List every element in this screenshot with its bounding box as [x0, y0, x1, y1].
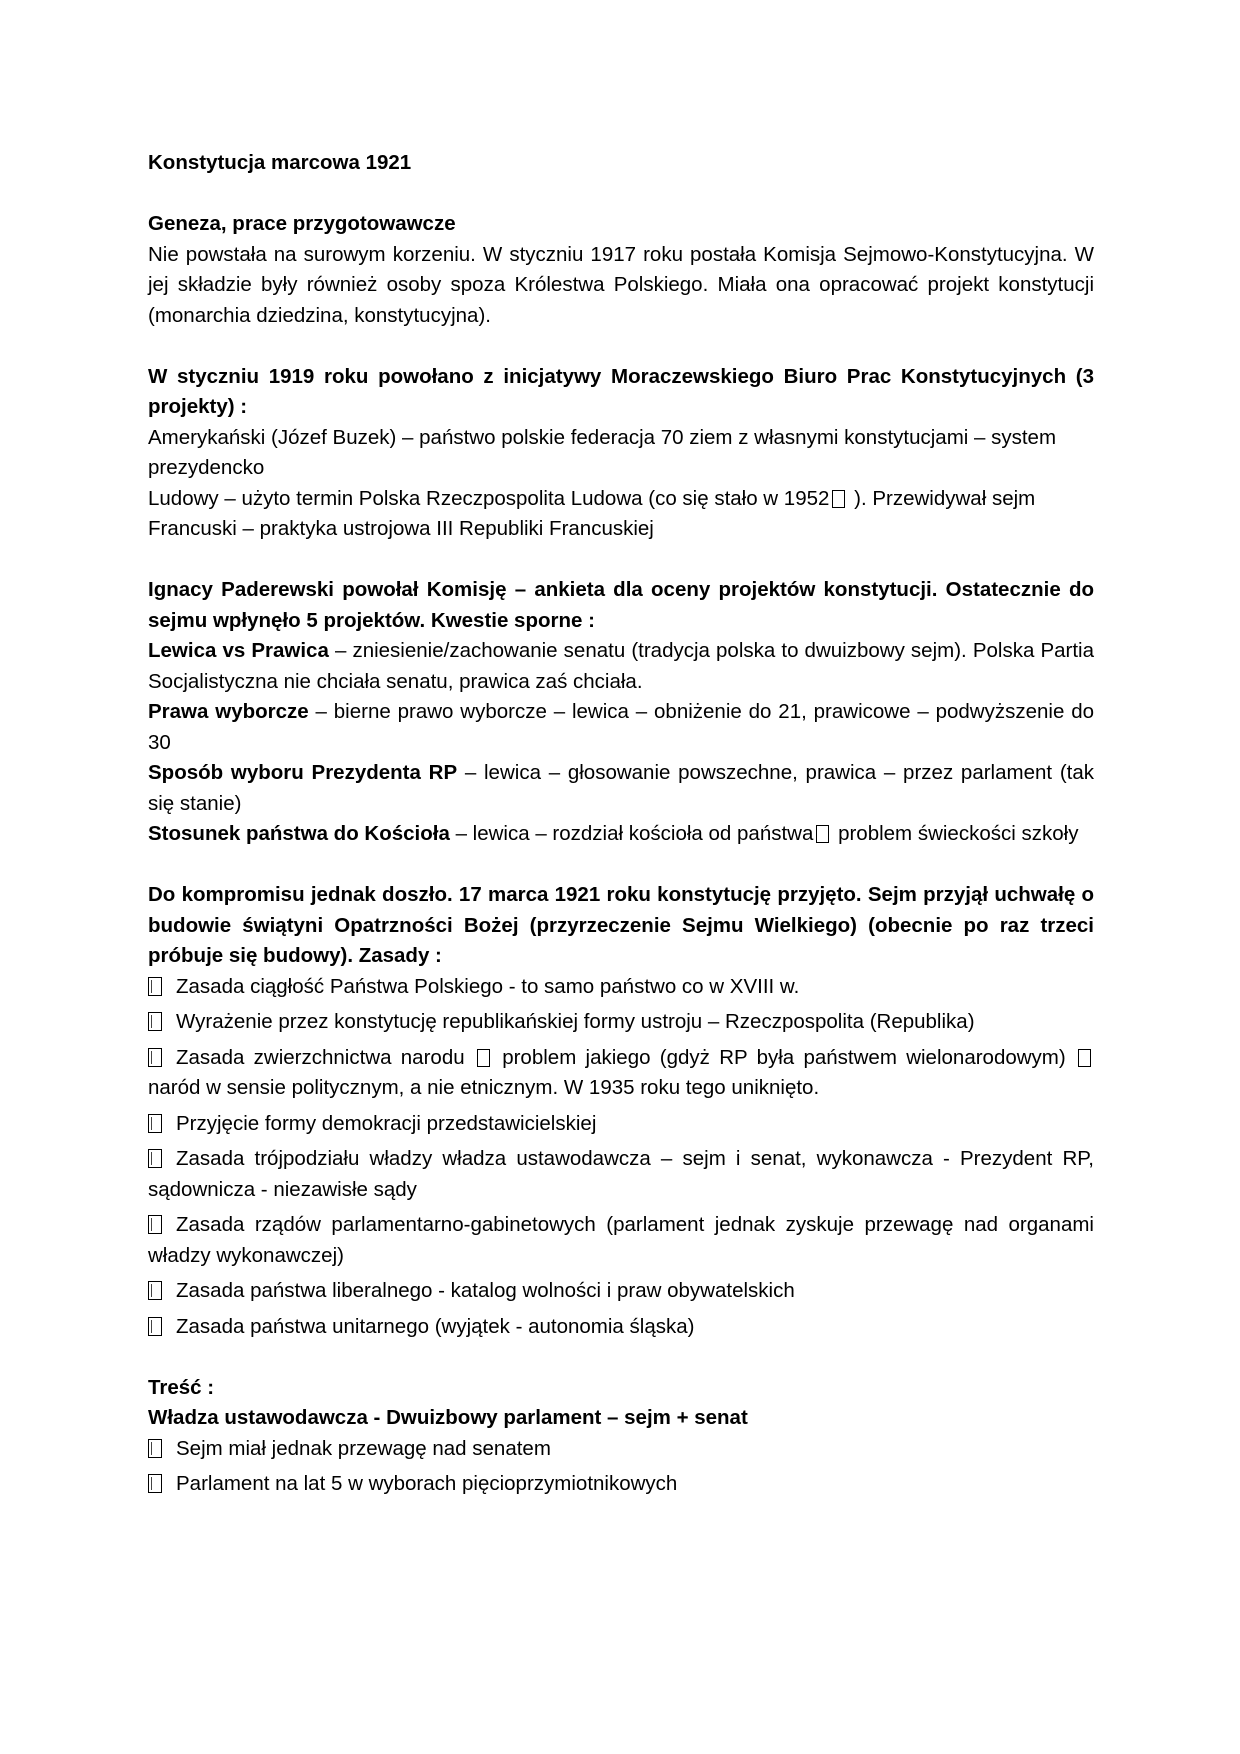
kwestia-sposob-wyboru	[148, 758, 1094, 819]
zasada-item	[148, 972, 1094, 1003]
paderewski-heading: Ignacy Paderewski powołał Komisję – ankieta dla oceny projektów konstytucji. Ostatecznie do sejmu wpłynęło 5 projektów. Kwestie sporne :	[148, 578, 1094, 632]
zasada-text: Przyjęcie formy demokracji przedstawicielskiej	[176, 1111, 597, 1135]
zasada-item	[148, 1109, 1094, 1140]
geneza-heading: Geneza, prace przygotowawcze	[148, 212, 456, 235]
zasada-text: Wyrażenie przez konstytucję republikańskiej formy ustroju – Rzeczpospolita (Republika)	[176, 1010, 975, 1033]
projekt-francuski: Francuski – praktyka ustrojowa III Republiki Francuskiej	[148, 517, 654, 540]
kwestia-prawa-wyborcze	[148, 697, 1094, 758]
zasada-item	[148, 1210, 1094, 1271]
kwestia-sposob-text: – lewica – głosowanie powszechne, prawica – przez parlament (tak się stanie)	[148, 761, 1094, 815]
kwestia-lewica-prawica	[148, 636, 1094, 697]
kwestia-stosunek-label: Stosunek państwa do Kościoła	[148, 822, 450, 845]
zasada-text: Zasada państwa liberalnego - katalog wolności i praw obywatelskich	[176, 1279, 795, 1302]
tresc-heading: Treść :	[148, 1375, 215, 1399]
missing-glyph-bullet-icon	[148, 1215, 162, 1234]
tresc-subheading: Władza ustawodawcza - Dwuizbowy parlament – sejm + senat	[148, 1406, 748, 1429]
tresc-item-text: Parlament na lat 5 w wyborach pięcioprzymiotnikowych	[176, 1472, 678, 1495]
zasada-text-c: naród w sensie politycznym, a nie etnicznym. W 1935 roku tego uniknięto.	[148, 1076, 820, 1099]
projekt-ludowy-text-b: ). Przewidywał sejm	[848, 486, 1036, 510]
zasada-item	[148, 1043, 1094, 1104]
zasada-text: Zasada państwa unitarnego (wyjątek - autonomia śląska)	[176, 1314, 695, 1338]
kwestia-stosunek-text-a: – lewica – rozdział kościoła od państwa	[449, 822, 814, 845]
missing-glyph-icon	[477, 1049, 490, 1067]
missing-glyph-bullet-icon	[148, 1474, 162, 1493]
kwestia-lewica-label: Lewica vs Prawica	[148, 639, 329, 662]
projekt-ludowy	[148, 484, 1094, 515]
zasada-item	[148, 1312, 1094, 1343]
tresc-item-text: Sejm miał jednak przewagę nad senatem	[176, 1436, 551, 1460]
zasada-text: Zasada ciągłość Państwa Polskiego - to samo państwo co w XVIII w.	[176, 974, 800, 998]
tresc-item	[148, 1469, 1094, 1500]
zasada-item	[148, 1007, 1094, 1038]
kwestia-stosunek-text-b: problem świeckości szkoły	[832, 822, 1079, 845]
zasada-text: Zasada rządów parlamentarno-gabinetowych (parlament jednak zyskuje przewagę nad organami władzy wykonawczej)	[148, 1213, 1094, 1267]
missing-glyph-icon	[816, 825, 829, 843]
kwestia-lewica-text: – zniesienie/zachowanie senatu (tradycja polska to dwuizbowy sejm). Polska Partia Socjalistyczna nie chciała senatu, prawica zaś chciała.	[148, 639, 1094, 693]
zasada-item	[148, 1144, 1094, 1205]
missing-glyph-bullet-icon	[148, 1281, 162, 1300]
kompromis-heading: Do kompromisu jednak doszło. 17 marca 1921 roku konstytucję przyjęto. Sejm przyjął uchwałę o budowie świątyni Opatrzności Bożej (przyrzeczenie Sejmu Wielkiego) (obecnie po raz trzeci próbuje się budowy). Zasady :	[148, 883, 1094, 967]
missing-glyph-bullet-icon	[148, 1439, 162, 1458]
zasada-text: Zasada trójpodziału władzy władza ustawodawcza – sejm i senat, wykonawcza - Prezydent RP, sądownicza - niezawisłe sądy	[148, 1147, 1094, 1201]
missing-glyph-bullet-icon	[148, 1317, 162, 1336]
kwestia-sposob-label: Sposób wyboru Prezydenta RP	[148, 761, 458, 784]
document-title: Konstytucja marcowa 1921	[148, 151, 412, 174]
missing-glyph-bullet-icon	[148, 1012, 162, 1031]
missing-glyph-bullet-icon	[148, 1149, 162, 1168]
missing-glyph-bullet-icon	[148, 1048, 162, 1067]
missing-glyph-bullet-icon	[148, 1114, 162, 1133]
projekt-ludowy-text-a: Ludowy – użyto termin Polska Rzeczpospolita Ludowa (co się stało w 1952	[148, 486, 830, 510]
projekt-amerykanski: Amerykański (Józef Buzek) – państwo polskie federacja 70 ziem z własnymi konstytucjami – system prezydencko	[148, 425, 1057, 479]
biuro-heading: W styczniu 1919 roku powołano z inicjatywy Moraczewskiego Biuro Prac Konstytucyjnych (3 projekty) :	[148, 364, 1094, 418]
missing-glyph-icon	[832, 490, 845, 508]
missing-glyph-bullet-icon	[148, 977, 162, 996]
zasada-text-b: problem jakiego (gdyż RP była państwem wielonarodowym)	[492, 1045, 1066, 1069]
kwestia-stosunek-kosciola	[148, 819, 1094, 850]
zasada-item	[148, 1276, 1094, 1307]
tresc-item	[148, 1434, 1094, 1465]
zasada-text-a: Zasada zwierzchnictwa narodu	[176, 1045, 465, 1069]
kwestia-prawa-text: – bierne prawo wyborcze – lewica – obniżenie do 21, prawicowe – podwyższenie do 30	[148, 700, 1094, 754]
geneza-paragraph: Nie powstała na surowym korzeniu. W styczniu 1917 roku postała Komisja Sejmowo-Konstytucyjna. W jej składzie były również osoby spoza Królestwa Polskiego. Miała ona opracować projekt konstytucji (monarchia dziedzina, konstytucyjna).	[148, 242, 1094, 327]
missing-glyph-icon	[1078, 1049, 1091, 1067]
kwestia-prawa-label: Prawa wyborcze	[148, 700, 309, 723]
